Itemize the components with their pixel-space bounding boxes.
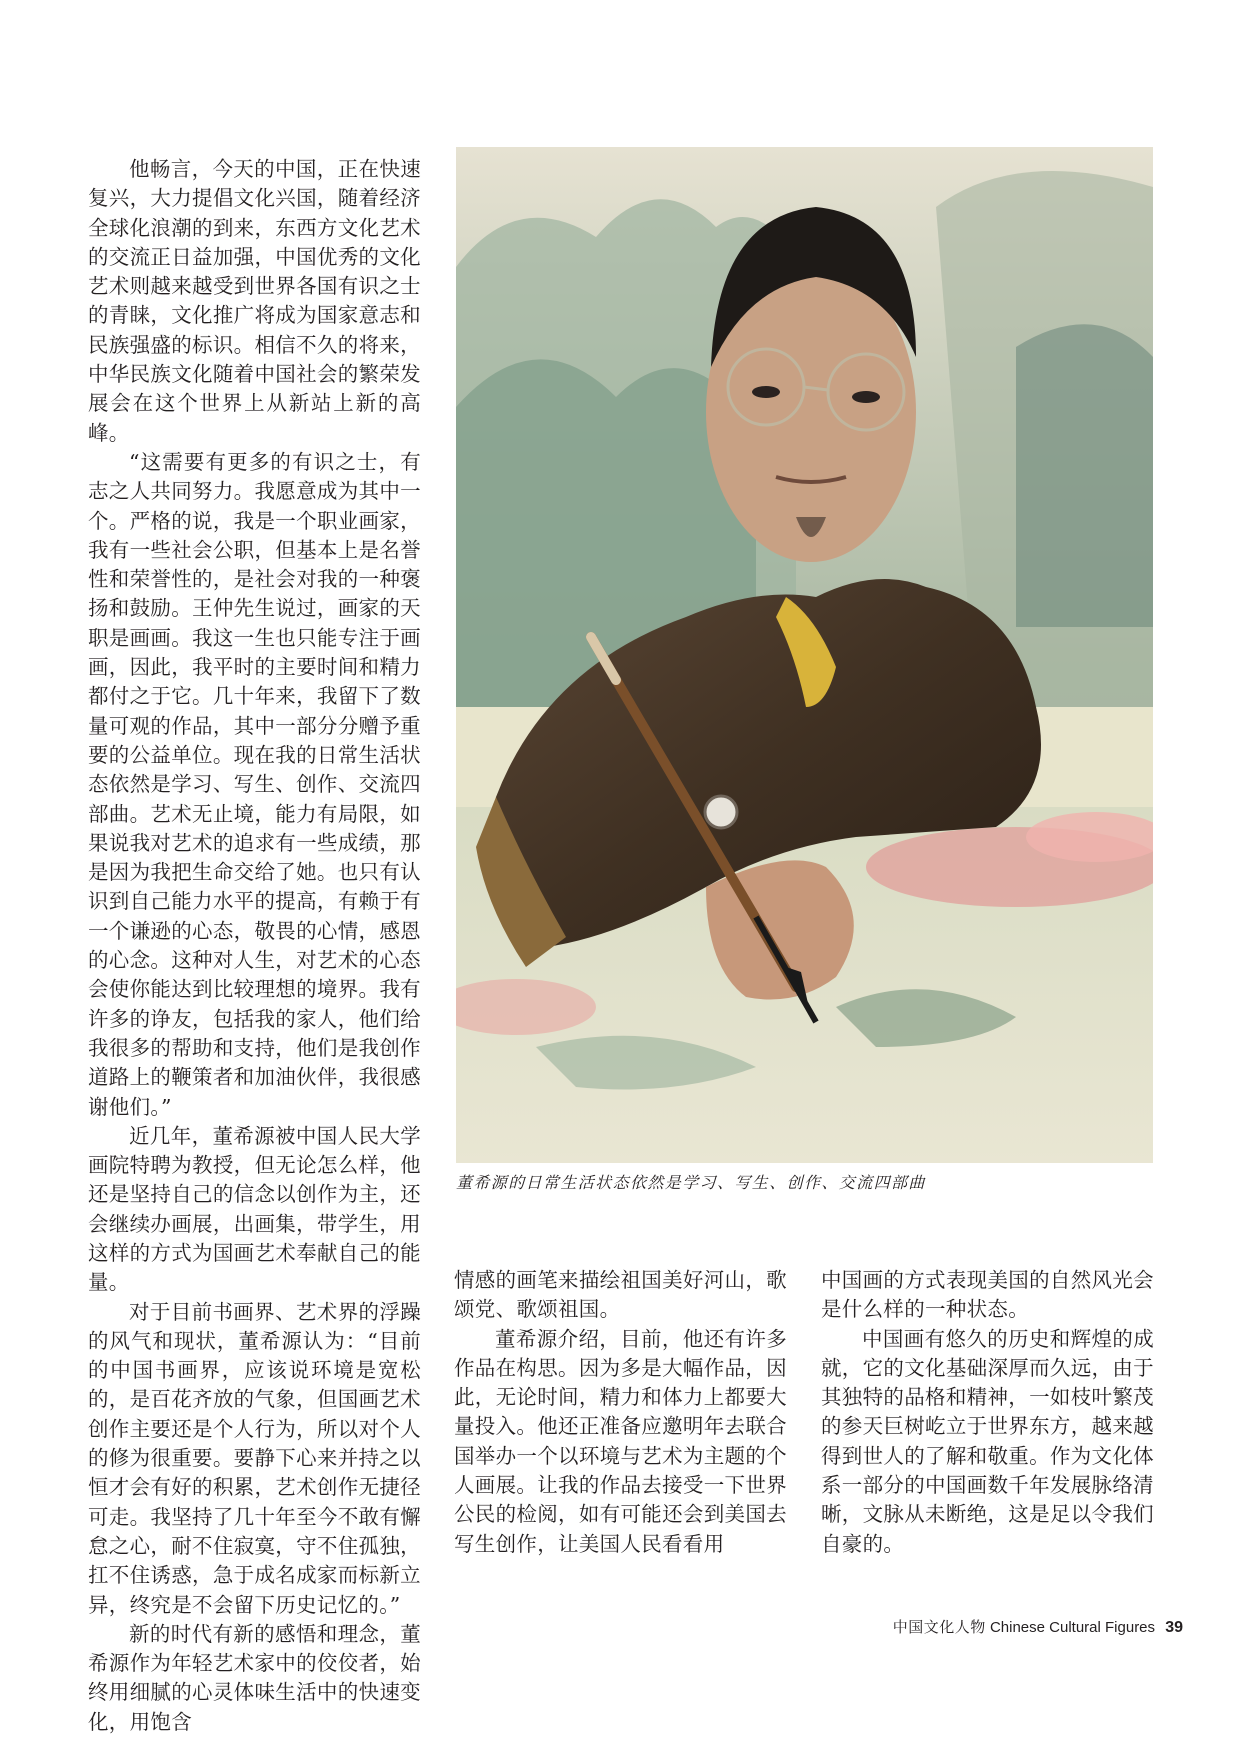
article-column-right <box>821 1266 1154 1559</box>
magazine-name-en: Chinese Cultural Figures <box>989 1619 1156 1636</box>
paragraph: 新的时代有新的感悟和理念，董希源作为年轻艺术家中的佼佼者，始终用细腻的心灵体味生活中的快速变化，用饱含 <box>88 1621 421 1734</box>
magazine-name-cn: 中国文化人物 <box>892 1619 986 1636</box>
article-column-middle <box>454 1266 787 1559</box>
paragraph: 董希源介绍，目前，他还有许多作品在构思。因为多是大幅作品，因此，无论时间，精力和体力上都要大量投入。他还正准备应邀明年去联合国举办一个以环境与艺术为主题的个人画展。让我的作品去接受一下世界公民的检阅，如有可能还会到美国去写生创作，让美国人民看看用 <box>454 1326 787 1556</box>
page-footer <box>893 1616 1183 1637</box>
paragraph: 对于目前书画界、艺术界的浮躁的风气和现状，董希源认为：“目前的中国书画界，应该说环境是宽松的，是百花齐放的气象，但国画艺术创作主要还是个人行为，所以对个人的修为很重要。要静下心来并持之以恒才会有好的积累，艺术创作无捷径可走。我坚持了几十年至今不敢有懈怠之心，耐不住寂寞，守不住孤独，扛不住诱惑，急于成名成家而标新立异，终究是不会留下历史记忆的。” <box>88 1299 421 1617</box>
paragraph: 他畅言，今天的中国，正在快速复兴，大力提倡文化兴国，随着经济全球化浪潮的到来，东西方文化艺术的交流正日益加强，中国优秀的文化艺术则越来越受到世界各国有识之士的青睐，文化推广将成为国家意志和民族强盛的标识。相信不久的将来，中华民族文化随着中国社会的繁荣发展会在这个世界上从新站上新的高峰。 <box>88 157 421 445</box>
paragraph: 近几年，董希源被中国人民大学画院特聘为教授，但无论怎么样，他还是坚持自己的信念以创作为主，还会继续办画展，出画集，带学生，用这样的方式为国画艺术奉献自己的能量。 <box>88 1123 421 1295</box>
page-number: 39 <box>1165 1619 1183 1636</box>
paragraph: 情感的画笔来描绘祖国美好河山，歌颂党、歌颂祖国。 <box>454 1268 787 1322</box>
article-column-left <box>88 155 421 1737</box>
painter-photo <box>456 147 1153 1163</box>
photo-caption: 董希源的日常生活状态依然是学习、写生、创作、交流四部曲 <box>456 1173 926 1192</box>
paragraph: 中国画的方式表现美国的自然风光会是什么样的一种状态。 <box>821 1268 1154 1322</box>
paragraph: 中国画有悠久的历史和辉煌的成就，它的文化基础深厚而久远，由于其独特的品格和精神，一如枝叶繁茂的参天巨树屹立于世界东方，越来越得到世人的了解和敬重。作为文化体系一部分的中国画数千年发展脉络清晰，文脉从未断绝，这是足以令我们自豪的。 <box>821 1326 1154 1556</box>
paragraph: “这需要有更多的有识之士，有志之人共同努力。我愿意成为其中一个。严格的说，我是一个职业画家，我有一些社会公职，但基本上是名誉性和荣誉性的，是社会对我的一种褒扬和鼓励。王仲先生说过，画家的天职是画画。我这一生也只能专注于画画，因此，我平时的主要时间和精力都付之于它。几十年来，我留下了数量可观的作品，其中一部分分赠予重要的公益单位。现在我的日常生活状态依然是学习、写生、创作、交流四部曲。艺术无止境，能力有局限，如果说我对艺术的追求有一些成绩，那是因为我把生命交给了她。也只有认识到自己能力水平的提高，有赖于有一个谦逊的心态，敬畏的心情，感恩的心念。这种对人生，对艺术的心态会使你能达到比较理想的境界。我有许多的诤友，包括我的家人，他们给我很多的帮助和支持，他们是我创作道路上的鞭策者和加油伙伴，我很感谢他们。” <box>88 449 421 1119</box>
